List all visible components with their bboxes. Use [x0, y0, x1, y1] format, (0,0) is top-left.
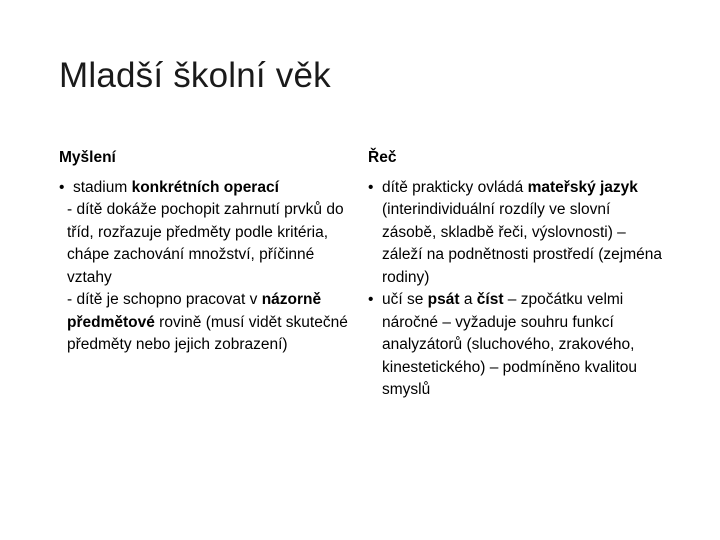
left-sub-2: [59, 289, 359, 357]
right-bullet-2-bold-2: číst: [476, 291, 504, 308]
left-sub-2-bold: názorně předmětové: [67, 291, 322, 331]
right-column-heading: Řeč: [368, 149, 397, 166]
right-bullet-2-post: – zpočátku velmi náročné – vyžaduje souhru funkcí analyzátorů (sluchového, zrakového, kinestetického) – podmíněno kvalitou smyslů: [382, 291, 638, 398]
right-bullet-1-post: (interindividuální rozdíly ve slovní zásobě, skladbě řeči, výslovnosti) – záleží na podnětnosti prostředí (zejména rodiny): [382, 201, 663, 286]
left-sub-2-text: [67, 291, 348, 353]
slide-title: Mladší školní věk: [59, 56, 331, 95]
left-bullet-1-text: [73, 177, 359, 200]
right-bullet-2-mid: a: [459, 291, 477, 308]
right-bullet-1-bold: mateřský jazyk: [527, 178, 638, 196]
bullet-marker: •: [59, 178, 65, 196]
right-bullet-1-text: [382, 177, 668, 290]
right-bullet-2-bold-1: psát: [427, 291, 460, 308]
left-sub-2-pre: - dítě je schopno pracovat v: [67, 291, 262, 308]
left-sub-2-post: rovině (musí vidět skutečné předměty nebo jejich zobrazení): [67, 313, 348, 353]
left-bullet-1: [59, 177, 359, 200]
bullet-marker: •: [368, 291, 374, 308]
right-bullet-1-pre: dítě prakticky ovládá: [382, 178, 528, 196]
left-column-heading: Myšlení: [59, 149, 116, 166]
right-bullet-2: [368, 289, 668, 402]
right-bullet-2-pre: učí se: [382, 291, 428, 308]
left-bullet-1-pre: stadium: [73, 178, 132, 196]
left-sub-1-text: - dítě dokáže pochopit zahrnutí prvků do tříd, rozřazuje předměty podle kritéria, chápe zachování množství, příčinné vztahy: [67, 201, 344, 286]
right-bullet-2-text: [382, 289, 668, 402]
left-bullet-1-bold: konkrétních operací: [131, 178, 279, 196]
right-column: [368, 147, 668, 402]
right-bullet-1: [368, 177, 668, 290]
left-column: [59, 147, 359, 357]
left-sub-1: [59, 199, 359, 289]
bullet-marker: •: [368, 178, 374, 196]
